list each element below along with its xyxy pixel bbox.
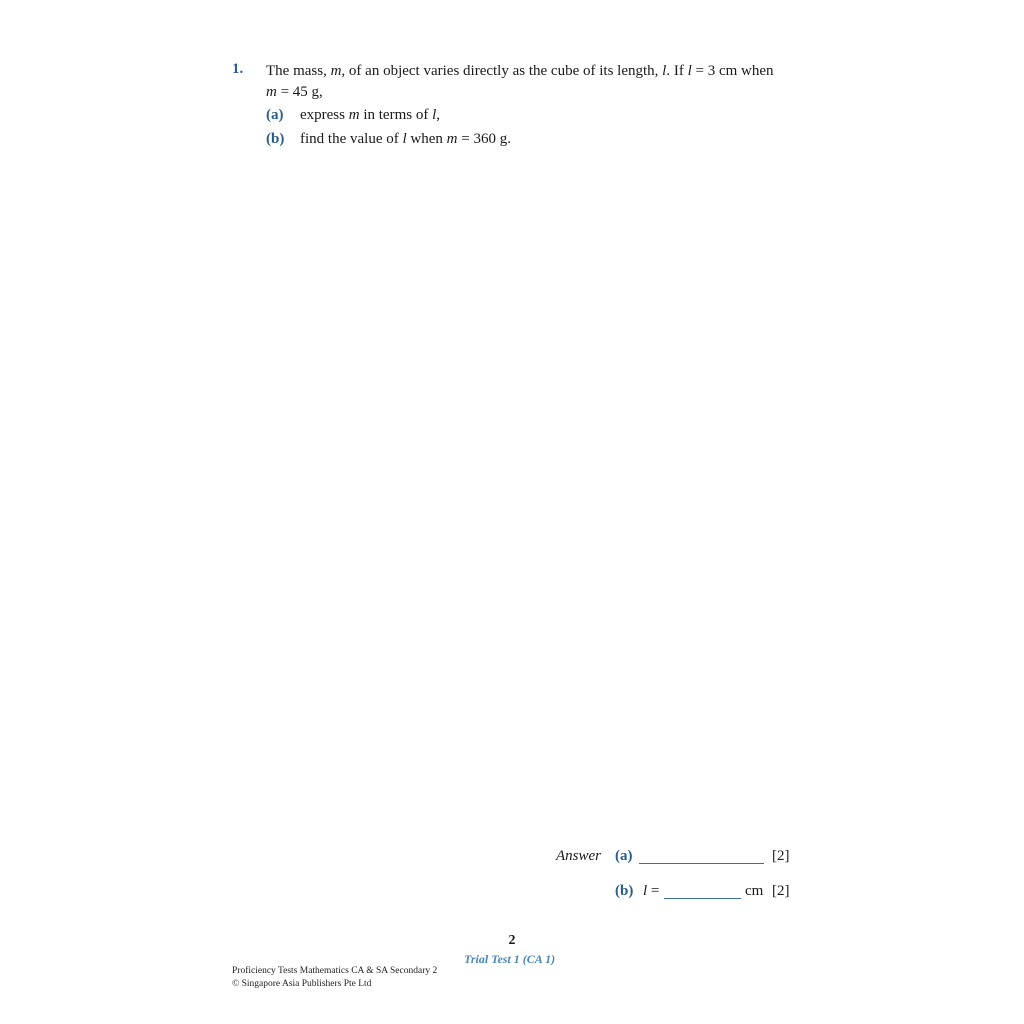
answer-a-blank[interactable] [639,863,764,864]
copyright-notice: © Singapore Asia Publishers Pte Ltd [232,979,372,989]
part-b-var: m [446,131,458,147]
stem-text: , of an object varies directly as the cube of its length, [341,63,663,79]
answer-b-label: (b) [615,883,634,899]
part-b-text: find the value of [300,131,403,147]
stem-var: m [330,63,342,79]
answer-b-variable [643,883,659,900]
stem-var: l [662,63,667,79]
answer-b-equals: = [647,883,660,899]
part-a-var: m [348,107,360,123]
stem-text: = 45 g, [276,84,323,100]
part-b-var: l [402,131,407,147]
part-a-text: in terms of [359,107,433,123]
stem-var: l [687,63,692,79]
answer-a-label: (a) [615,848,633,864]
part-b-text: = 360 g. [457,131,511,147]
answer-heading: Answer [556,848,601,864]
part-a-text: express [300,107,349,123]
stem-text: The mass, [266,63,331,79]
part-b-text: when [406,131,447,147]
test-title: Trial Test 1 (CA 1) [464,952,556,966]
question-number: 1. [232,61,244,77]
answer-b-unit: cm [745,883,764,899]
part-a-text: , [436,107,441,123]
book-title: Proficiency Tests Mathematics CA & SA Secondary 2 [232,966,438,976]
answer-b-marks: [2] [772,883,790,899]
answer-b-blank[interactable] [664,898,741,899]
stem-text: = 3 cm when [691,63,774,79]
part-b-label: (b) [266,131,285,147]
stem-var: m [266,84,277,100]
page-number: 2 [508,933,516,948]
question-part-b [266,131,511,148]
part-a-var: l [432,107,437,123]
answer-a-marks: [2] [772,848,790,864]
stem-text: . If [666,63,688,79]
question-stem [266,61,806,103]
answer-b-var: l [643,883,648,899]
question-part-a [266,107,440,124]
part-a-label: (a) [266,107,284,123]
